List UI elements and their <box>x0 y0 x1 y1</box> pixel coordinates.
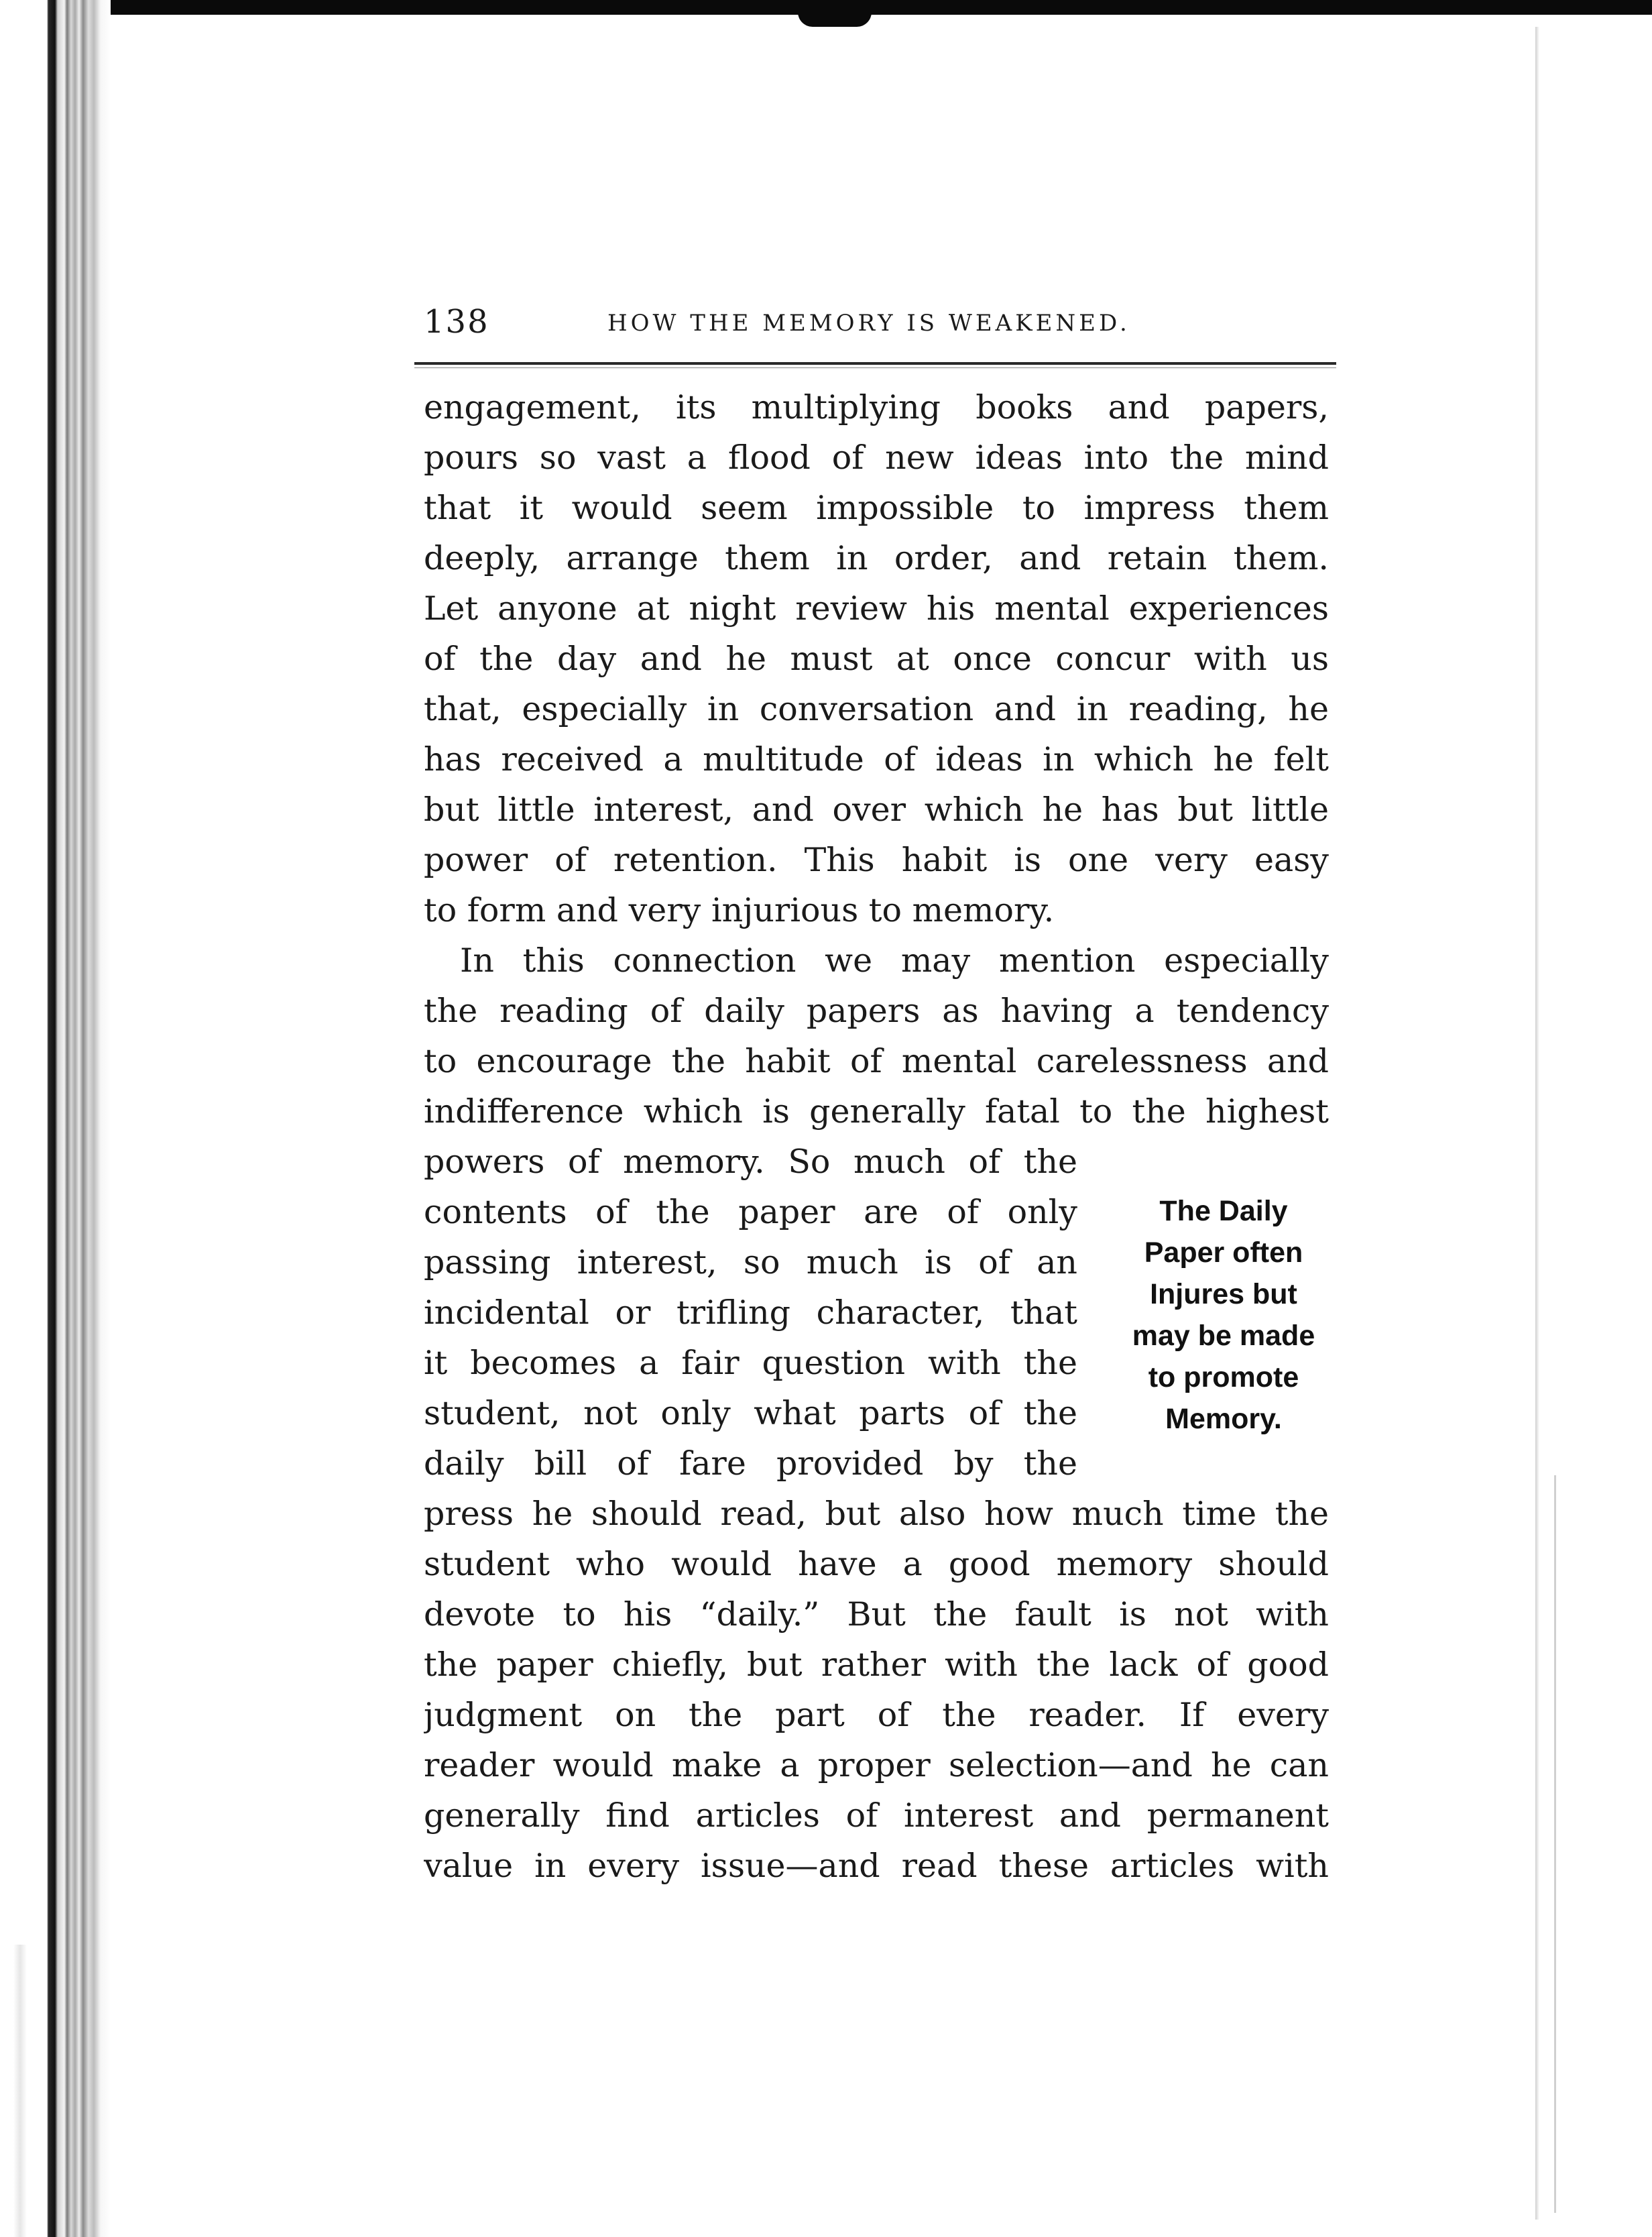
header-rule-thin <box>414 367 1336 368</box>
body-line: power of retention. This habit is one very easy <box>424 841 1329 879</box>
body-line: that, especially in conversation and in reading, he <box>424 690 1329 728</box>
body-line: contents of the paper are of only <box>424 1193 1077 1231</box>
body-line: it becomes a fair question with the <box>424 1344 1077 1382</box>
header-rule <box>414 362 1336 365</box>
body-line: but little interest, and over which he has but little <box>424 791 1329 829</box>
page-number: 138 <box>424 303 489 341</box>
margin-sidenote <box>1113 1190 1334 1440</box>
body-line: daily bill of fare provided by the <box>424 1444 1077 1483</box>
body-line: passing interest, so much is of an <box>424 1243 1077 1281</box>
body-line: In this connection we may mention especially <box>460 941 1329 980</box>
book-binding-edge <box>0 0 111 2237</box>
body-line: student, not only what parts of the <box>424 1394 1077 1432</box>
body-line: value in every issue—and read these articles with <box>424 1847 1329 1885</box>
body-line: that it would seem impossible to impress them <box>424 489 1329 527</box>
body-line: student who would have a good memory should <box>424 1545 1329 1583</box>
sidenote-line: Paper often <box>1144 1237 1303 1269</box>
running-title: HOW THE MEMORY IS WEAKENED. <box>607 310 1130 337</box>
body-line: engagement, its multiplying books and papers, <box>424 388 1329 426</box>
body-line: the reading of daily papers as having a tendency <box>424 992 1329 1030</box>
body-line: pours so vast a flood of new ideas into the mind <box>424 439 1329 477</box>
body-line: to form and very injurious to memory. <box>424 891 1055 929</box>
page-right-edge-line <box>1554 1475 1556 2213</box>
body-line: Let anyone at night review his mental experiences <box>424 589 1329 628</box>
body-line: reader would make a proper selection—and he can <box>424 1746 1329 1784</box>
page-header <box>424 302 1336 342</box>
body-line: has received a multitude of ideas in which he felt <box>424 740 1329 779</box>
body-line: deeply, arrange them in order, and retain them. <box>424 539 1329 577</box>
page-right-edge <box>1535 27 1539 2220</box>
body-line: devote to his “daily.” But the fault is not with <box>424 1595 1329 1633</box>
body-line: the paper chiefly, but rather with the lack of good <box>424 1646 1329 1684</box>
binding-shadow <box>0 1945 27 2237</box>
body-line: indifference which is generally fatal to the highest <box>424 1092 1329 1131</box>
body-line: generally find articles of interest and permanent <box>424 1796 1329 1835</box>
body-line: to encourage the habit of mental carelessness and <box>424 1042 1329 1080</box>
body-line: powers of memory. So much of the <box>424 1143 1077 1181</box>
sidenote-line: to promote <box>1148 1361 1299 1393</box>
body-line: of the day and he must at once concur with us <box>424 640 1329 678</box>
sidenote-line: may be made <box>1132 1320 1315 1352</box>
sidenote-line: Injures but <box>1150 1278 1297 1310</box>
body-line: judgment on the part of the reader. If every <box>424 1696 1329 1734</box>
body-line: press he should read, but also how much time the <box>424 1495 1329 1533</box>
body-line: incidental or trifling character, that <box>424 1294 1077 1332</box>
sidenote-line: The Daily <box>1159 1195 1288 1227</box>
sidenote-line: Memory. <box>1165 1403 1282 1435</box>
scan-top-notch <box>798 12 872 27</box>
